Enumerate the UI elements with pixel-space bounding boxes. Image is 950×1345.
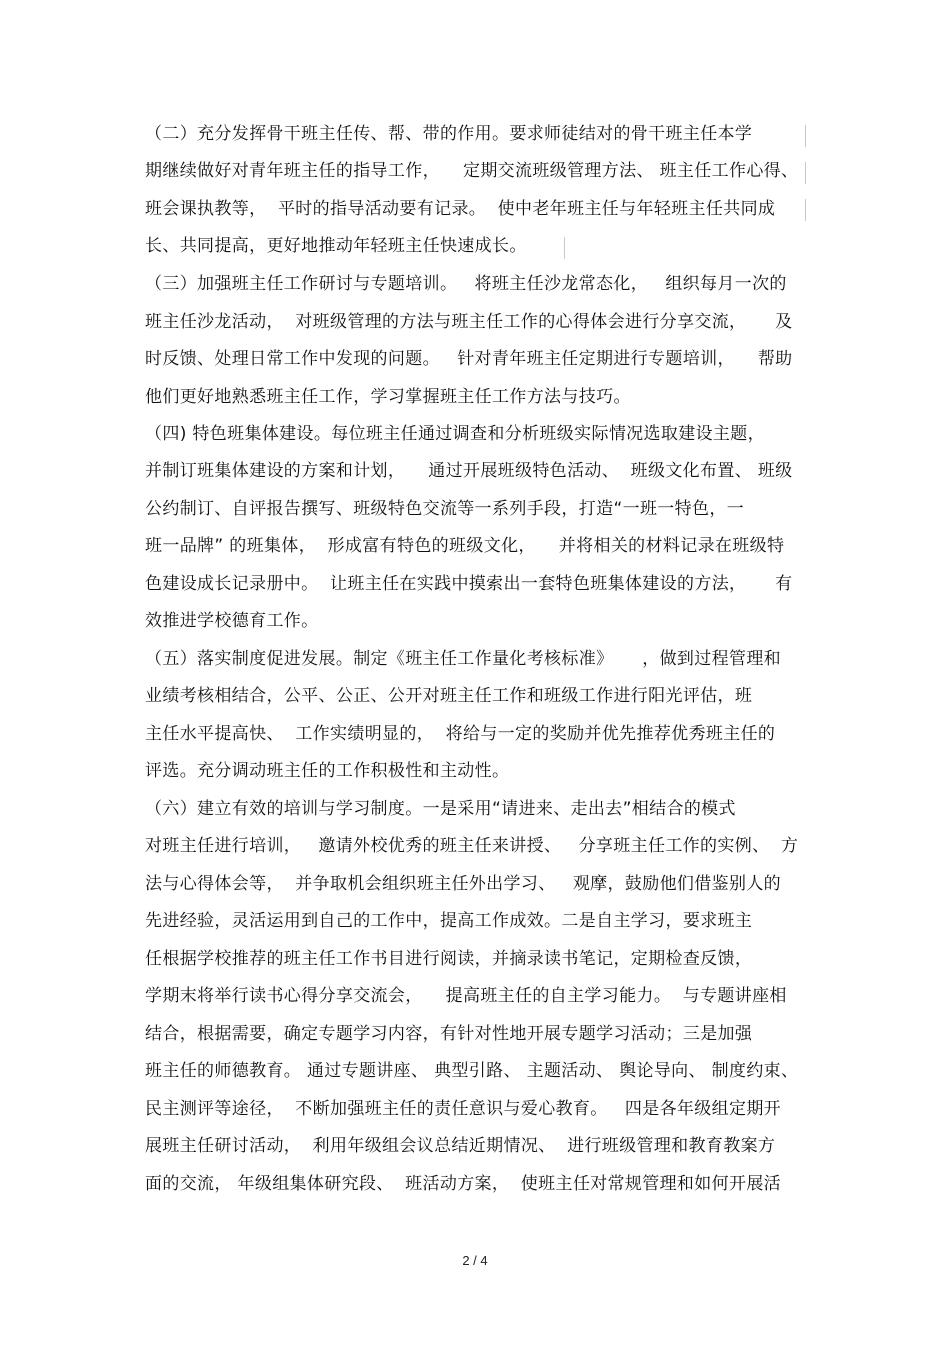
text-line: 主任水平提高快、 工作实绩明显的， 将给与一定的奖励并优先推荐优秀班主任的 <box>145 724 776 744</box>
text-line: 班会课执教等， 平时的指导活动要有记录。 使中老年班主任与年轻班主任共同成 <box>145 199 776 219</box>
text-line: 班一品牌” 的班集体， 形成富有特色的班级文化， 并将相关的材料记录在班级特 <box>145 536 785 556</box>
text-line: 并制订班集体建设的方案和计划， 通过开展班级特色活动、 班级文化布置、 班级 <box>145 461 793 481</box>
text-line: （五）落实制度促进发展。制定《班主任工作量化考核标准》 ，做到过程管理和 <box>145 649 782 669</box>
text-line: 学期末将举行读书心得分享交流会， 提高班主任的自主学习能力。 与专题讲座相 <box>145 986 787 1006</box>
text-line: 期继续做好对青年班主任的指导工作， 定期交流班级管理方法、 班主任工作心得、 <box>145 161 799 181</box>
text-line: 民主测评等途径， 不断加强班主任的责任意识与爱心教育。 四是各年级组定期开 <box>145 1099 782 1119</box>
text-line: 他们更好地熟悉班主任工作，学习掌握班主任工作方法与技巧。 <box>145 387 631 407</box>
text-line: 班主任的师德教育。 通过专题讲座、 典型引路、 主题活动、 舆论导向、 制度约束、 <box>145 1061 799 1081</box>
text-line: 公约制订、自评报告撰写、班级特色交流等一系列手段，打造“一班一特色，一 <box>145 499 745 519</box>
text-line: 色建设成长记录册中。 让班主任在实践中摸索出一套特色班集体建设的方法， 有 <box>145 574 793 594</box>
text-line: 面的交流， 年级组集体研究段、 班活动方案， 使班主任对常规管理和如何开展活 <box>145 1174 782 1194</box>
text-line: 长、共同提高，更好地推动年轻班主任快速成长。 <box>145 236 527 256</box>
text-line: 时反馈、处理日常工作中发现的问题。 针对青年班主任定期进行专题培训， 帮助 <box>145 349 793 369</box>
text-line: 评选。充分调动班主任的工作积极性和主动性。 <box>145 761 510 781</box>
text-line: 效推进学校德育工作。 <box>145 611 319 631</box>
text-line: （二）充分发挥骨干班主任传、帮、带的作用。要求师徒结对的骨干班主任本学 <box>145 124 753 144</box>
text-line: 结合，根据需要，确定专题学习内容，有针对性地开展专题学习活动；三是加强 <box>145 1024 753 1044</box>
text-line: 任根据学校推荐的班主任工作书目进行阅读，并摘录读书笔记，定期检查反馈， <box>145 949 753 969</box>
text-line: 先进经验，灵活运用到自己的工作中，提高工作成效。二是自主学习，要求班主 <box>145 911 753 931</box>
text-line: （四) 特色班集体建设。每位班主任通过调查和分析班级实际情况选取建设主题， <box>145 424 765 444</box>
text-line: （三）加强班主任工作研讨与专题培训。 将班主任沙龙常态化， 组织每月一次的 <box>145 274 787 294</box>
text-line: 业绩考核相结合，公平、公正、公开对班主任工作和班级工作进行阳光评估，班 <box>145 686 753 706</box>
text-line: （六）建立有效的培训与学习制度。一是采用“请进来、走出去”相结合的模式 <box>145 799 736 819</box>
text-line: 班主任沙龙活动， 对班级管理的方法与班主任工作的心得体会进行分享交流， 及 <box>145 312 793 332</box>
text-line: 对班主任进行培训， 邀请外校优秀的班主任来讲授、 分享班主任工作的实例、 方 <box>145 836 799 856</box>
text-line: 法与心得体会等， 并争取机会组织班主任外出学习、 观摩，鼓励他们借鉴别人的 <box>145 874 782 894</box>
page-number: 2 / 4 <box>462 1253 488 1268</box>
text-line: 展班主任研讨活动， 利用年级组会议总结近期情况、 进行班级管理和教育教案方 <box>145 1136 776 1156</box>
